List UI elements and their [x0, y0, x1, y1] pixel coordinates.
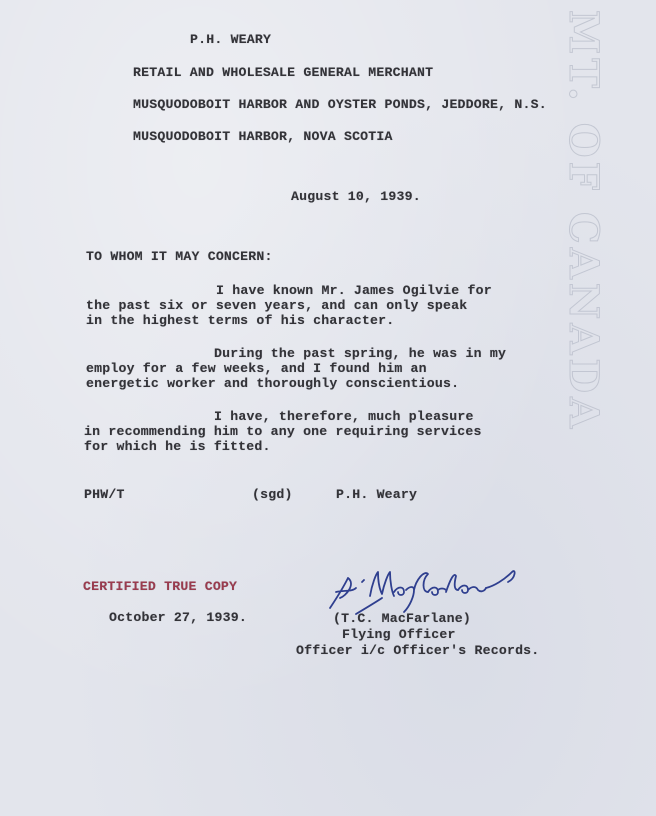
paragraph-1-line-1: I have known Mr. James Ogilvie for — [216, 283, 492, 298]
paragraph-2-line-2: employ for a few weeks, and I found him an — [86, 361, 427, 376]
certifier-name: (T.C. MacFarlane) — [333, 611, 471, 626]
paragraph-3-line-2: in recommending him to any one requiring services — [84, 424, 482, 439]
signed-marker: (sgd) — [252, 487, 293, 502]
paragraph-2-line-3: energetic worker and thoroughly conscientious. — [86, 376, 460, 391]
typist-initials: PHW/T — [84, 487, 125, 502]
certification-date: October 27, 1939. — [109, 610, 247, 625]
paragraph-1-line-3: in the highest terms of his character. — [86, 313, 395, 328]
certified-true-copy-stamp: CERTIFIED TRUE COPY — [83, 579, 238, 594]
certifier-title: Officer i/c Officer's Records. — [296, 643, 540, 658]
letter-date: August 10, 1939. — [291, 189, 421, 204]
letterhead-name: P.H. WEARY — [190, 32, 272, 47]
letterhead-line-3: MUSQUODOBOIT HARBOR, NOVA SCOTIA — [133, 129, 393, 144]
paragraph-1-line-2: the past six or seven years, and can only speak — [86, 298, 468, 313]
handwritten-signature — [326, 562, 526, 618]
letterhead-line-1: RETAIL AND WHOLESALE GENERAL MERCHANT — [133, 65, 434, 80]
certifier-rank: Flying Officer — [342, 627, 456, 642]
letterhead-line-2: MUSQUODOBOIT HARBOR AND OYSTER PONDS, JEDDORE, N.S. — [133, 97, 547, 112]
paragraph-3-line-3: for which he is fitted. — [84, 439, 271, 454]
salutation: TO WHOM IT MAY CONCERN: — [86, 249, 273, 264]
paragraph-2-line-1: During the past spring, he was in my — [214, 346, 507, 361]
signer-name: P.H. Weary — [336, 487, 418, 502]
paragraph-3-line-1: I have, therefore, much pleasure — [214, 409, 474, 424]
embossed-watermark: MT. OF CANADA — [560, 10, 607, 433]
